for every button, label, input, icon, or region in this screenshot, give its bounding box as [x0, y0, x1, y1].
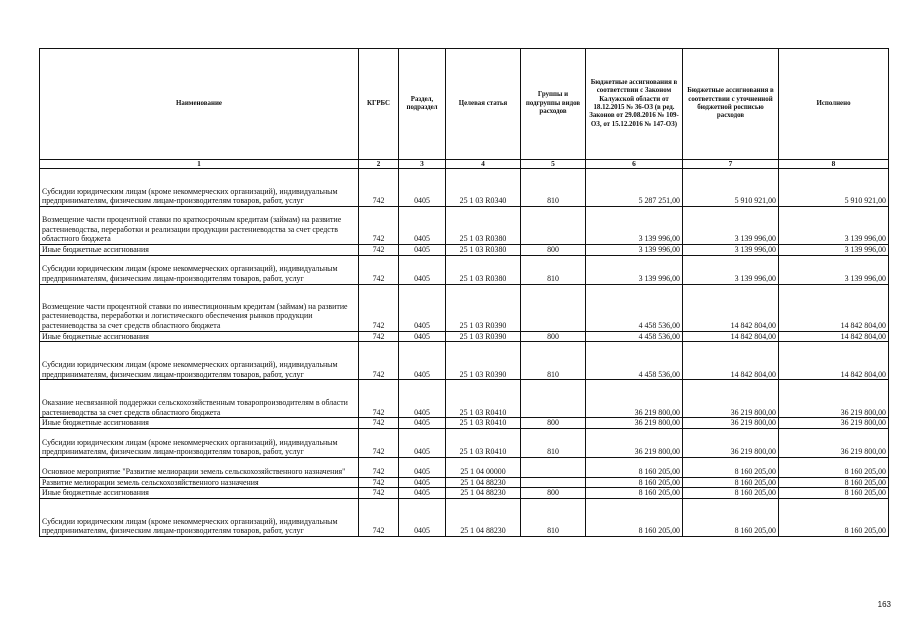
table-row: [40, 169, 889, 207]
row-expense-group: [521, 207, 586, 245]
table-row: [40, 498, 889, 536]
row-name: Субсидии юридическим лицам (кроме некоммерческих организаций), индивидуальным предпринимателям, физическим лицам-производителям товаров, работ, услуг: [40, 498, 359, 536]
table-row: [40, 477, 889, 488]
row-executed: 5 910 921,00: [779, 169, 889, 207]
row-kgrbs: 742: [359, 418, 399, 429]
table-row: [40, 207, 889, 245]
column-number: 4: [446, 160, 521, 169]
row-target-article: 25 1 03 R0390: [446, 284, 521, 331]
header-target: Целевая статья: [446, 49, 521, 160]
row-section: 0405: [399, 457, 446, 477]
row-name: Иные бюджетные ассигнования: [40, 488, 359, 499]
row-target-article: 25 1 03 R0380: [446, 255, 521, 284]
table-row: [40, 331, 889, 342]
row-law-allocation: 3 139 996,00: [586, 255, 683, 284]
row-refined-allocation: 8 160 205,00: [683, 498, 779, 536]
column-number: 6: [586, 160, 683, 169]
row-expense-group: [521, 380, 586, 418]
row-name: Субсидии юридическим лицам (кроме некоммерческих организаций), индивидуальным предпринимателям, физическим лицам-производителям товаров, работ, услуг: [40, 342, 359, 380]
row-section: 0405: [399, 428, 446, 457]
table-row: [40, 418, 889, 429]
row-name: Субсидии юридическим лицам (кроме некоммерческих организаций), индивидуальным предпринимателям, физическим лицам-производителям товаров, работ, услуг: [40, 169, 359, 207]
column-number: 3: [399, 160, 446, 169]
row-target-article: 25 1 04 00000: [446, 457, 521, 477]
row-name: Иные бюджетные ассигнования: [40, 245, 359, 256]
row-expense-group: 800: [521, 331, 586, 342]
table-row: [40, 255, 889, 284]
row-expense-group: 810: [521, 169, 586, 207]
row-name: Иные бюджетные ассигнования: [40, 331, 359, 342]
row-expense-group: 810: [521, 255, 586, 284]
header-groups: Группы и подгруппы видов расходов: [521, 49, 586, 160]
page-number: 163: [877, 600, 891, 609]
row-section: 0405: [399, 284, 446, 331]
column-number: 1: [40, 160, 359, 169]
table-row: [40, 284, 889, 331]
row-law-allocation: 36 219 800,00: [586, 418, 683, 429]
row-section: 0405: [399, 255, 446, 284]
column-number: 2: [359, 160, 399, 169]
row-expense-group: 800: [521, 245, 586, 256]
row-name: Основное мероприятие "Развитие мелиорации земель сельскохозяйственного назначения": [40, 457, 359, 477]
row-executed: 8 160 205,00: [779, 477, 889, 488]
header-executed: Исполнено: [779, 49, 889, 160]
row-section: 0405: [399, 488, 446, 499]
row-section: 0405: [399, 418, 446, 429]
row-target-article: 25 1 03 R0390: [446, 331, 521, 342]
header-name: Наименование: [40, 49, 359, 160]
row-kgrbs: 742: [359, 255, 399, 284]
budget-table: [39, 48, 889, 537]
row-law-allocation: 36 219 800,00: [586, 380, 683, 418]
row-kgrbs: 742: [359, 245, 399, 256]
row-law-allocation: 4 458 536,00: [586, 284, 683, 331]
row-refined-allocation: 8 160 205,00: [683, 457, 779, 477]
table-row: [40, 488, 889, 499]
row-name: Возмещение части процентной ставки по краткосрочным кредитам (займам) на развитие растениеводства, переработки и реализации продукции растениеводства за счет средств областного бюджета: [40, 207, 359, 245]
row-name: Оказание несвязанной поддержки сельскохозяйственным товаропроизводителям в области растениеводства за счет средств областного бюджета: [40, 380, 359, 418]
row-law-allocation: 8 160 205,00: [586, 477, 683, 488]
row-target-article: 25 1 04 88230: [446, 488, 521, 499]
row-section: 0405: [399, 380, 446, 418]
row-law-allocation: 8 160 205,00: [586, 457, 683, 477]
row-section: 0405: [399, 498, 446, 536]
table-row: [40, 428, 889, 457]
row-executed: 14 842 804,00: [779, 284, 889, 331]
row-target-article: 25 1 04 88230: [446, 498, 521, 536]
row-refined-allocation: 3 139 996,00: [683, 245, 779, 256]
row-target-article: 25 1 03 R0390: [446, 342, 521, 380]
table-row: [40, 457, 889, 477]
row-executed: 14 842 804,00: [779, 342, 889, 380]
row-name: Возмещение части процентной ставки по инвестиционным кредитам (займам) на развитие растениеводства, переработки и логистического обеспечения рынков продукции растениеводства за счет средств областного бюджета: [40, 284, 359, 331]
row-refined-allocation: 8 160 205,00: [683, 477, 779, 488]
row-refined-allocation: 8 160 205,00: [683, 488, 779, 499]
row-section: 0405: [399, 207, 446, 245]
row-expense-group: [521, 477, 586, 488]
column-number: 7: [683, 160, 779, 169]
row-kgrbs: 742: [359, 428, 399, 457]
row-target-article: 25 1 03 R0410: [446, 418, 521, 429]
row-section: 0405: [399, 331, 446, 342]
row-executed: 36 219 800,00: [779, 380, 889, 418]
row-law-allocation: 36 219 800,00: [586, 428, 683, 457]
row-executed: 8 160 205,00: [779, 457, 889, 477]
row-expense-group: 810: [521, 498, 586, 536]
column-number: 5: [521, 160, 586, 169]
row-name: Развитие мелиорации земель сельскохозяйственного назначения: [40, 477, 359, 488]
row-executed: 36 219 800,00: [779, 428, 889, 457]
row-kgrbs: 742: [359, 207, 399, 245]
row-law-allocation: 4 458 536,00: [586, 331, 683, 342]
header-kgrbs: КГРБС: [359, 49, 399, 160]
row-refined-allocation: 14 842 804,00: [683, 331, 779, 342]
row-executed: 3 139 996,00: [779, 255, 889, 284]
row-expense-group: [521, 284, 586, 331]
header-row: [40, 49, 889, 160]
row-section: 0405: [399, 169, 446, 207]
row-executed: 8 160 205,00: [779, 498, 889, 536]
row-refined-allocation: 3 139 996,00: [683, 207, 779, 245]
row-section: 0405: [399, 245, 446, 256]
row-executed: 36 219 800,00: [779, 418, 889, 429]
row-refined-allocation: 14 842 804,00: [683, 284, 779, 331]
row-target-article: 25 1 03 R0410: [446, 428, 521, 457]
row-kgrbs: 742: [359, 380, 399, 418]
row-target-article: 25 1 03 R0380: [446, 245, 521, 256]
row-law-allocation: 3 139 996,00: [586, 245, 683, 256]
row-kgrbs: 742: [359, 498, 399, 536]
row-kgrbs: 742: [359, 488, 399, 499]
row-refined-allocation: 5 910 921,00: [683, 169, 779, 207]
row-executed: 3 139 996,00: [779, 245, 889, 256]
header-law: Бюджетные ассигнования в соответствии с Законом Калужской области от 18.12.2015 № 36-ОЗ (в ред. Законов от 29.08.2016 № 109-ОЗ, от 15.12.2016 № 147-ОЗ): [586, 49, 683, 160]
row-law-allocation: 5 287 251,00: [586, 169, 683, 207]
row-refined-allocation: 14 842 804,00: [683, 342, 779, 380]
row-executed: 3 139 996,00: [779, 207, 889, 245]
row-target-article: 25 1 03 R0410: [446, 380, 521, 418]
row-law-allocation: 3 139 996,00: [586, 207, 683, 245]
row-expense-group: [521, 457, 586, 477]
table-row: [40, 380, 889, 418]
row-expense-group: 810: [521, 428, 586, 457]
row-name: Субсидии юридическим лицам (кроме некоммерческих организаций), индивидуальным предпринимателям, физическим лицам-производителям товаров, работ, услуг: [40, 255, 359, 284]
column-number: 8: [779, 160, 889, 169]
row-kgrbs: 742: [359, 284, 399, 331]
row-executed: 14 842 804,00: [779, 331, 889, 342]
row-refined-allocation: 36 219 800,00: [683, 380, 779, 418]
table-body: [40, 169, 889, 537]
row-executed: 8 160 205,00: [779, 488, 889, 499]
table-row: [40, 342, 889, 380]
row-target-article: 25 1 04 88230: [446, 477, 521, 488]
row-name: Иные бюджетные ассигнования: [40, 418, 359, 429]
row-kgrbs: 742: [359, 477, 399, 488]
row-target-article: 25 1 03 R0380: [446, 207, 521, 245]
header-section: Раздел, подраздел: [399, 49, 446, 160]
row-expense-group: 800: [521, 488, 586, 499]
row-section: 0405: [399, 342, 446, 380]
row-refined-allocation: 36 219 800,00: [683, 418, 779, 429]
row-target-article: 25 1 03 R0340: [446, 169, 521, 207]
column-number-row: [40, 160, 889, 169]
row-kgrbs: 742: [359, 457, 399, 477]
row-law-allocation: 8 160 205,00: [586, 498, 683, 536]
row-refined-allocation: 36 219 800,00: [683, 428, 779, 457]
row-law-allocation: 4 458 536,00: [586, 342, 683, 380]
header-refined: Бюджетные ассигнования в соответствии с уточненной бюджетной росписью расходов: [683, 49, 779, 160]
row-expense-group: 810: [521, 342, 586, 380]
row-kgrbs: 742: [359, 342, 399, 380]
row-expense-group: 800: [521, 418, 586, 429]
row-kgrbs: 742: [359, 331, 399, 342]
row-name: Субсидии юридическим лицам (кроме некоммерческих организаций), индивидуальным предпринимателям, физическим лицам-производителям товаров, работ, услуг: [40, 428, 359, 457]
table-row: [40, 245, 889, 256]
row-section: 0405: [399, 477, 446, 488]
row-refined-allocation: 3 139 996,00: [683, 255, 779, 284]
row-law-allocation: 8 160 205,00: [586, 488, 683, 499]
row-kgrbs: 742: [359, 169, 399, 207]
